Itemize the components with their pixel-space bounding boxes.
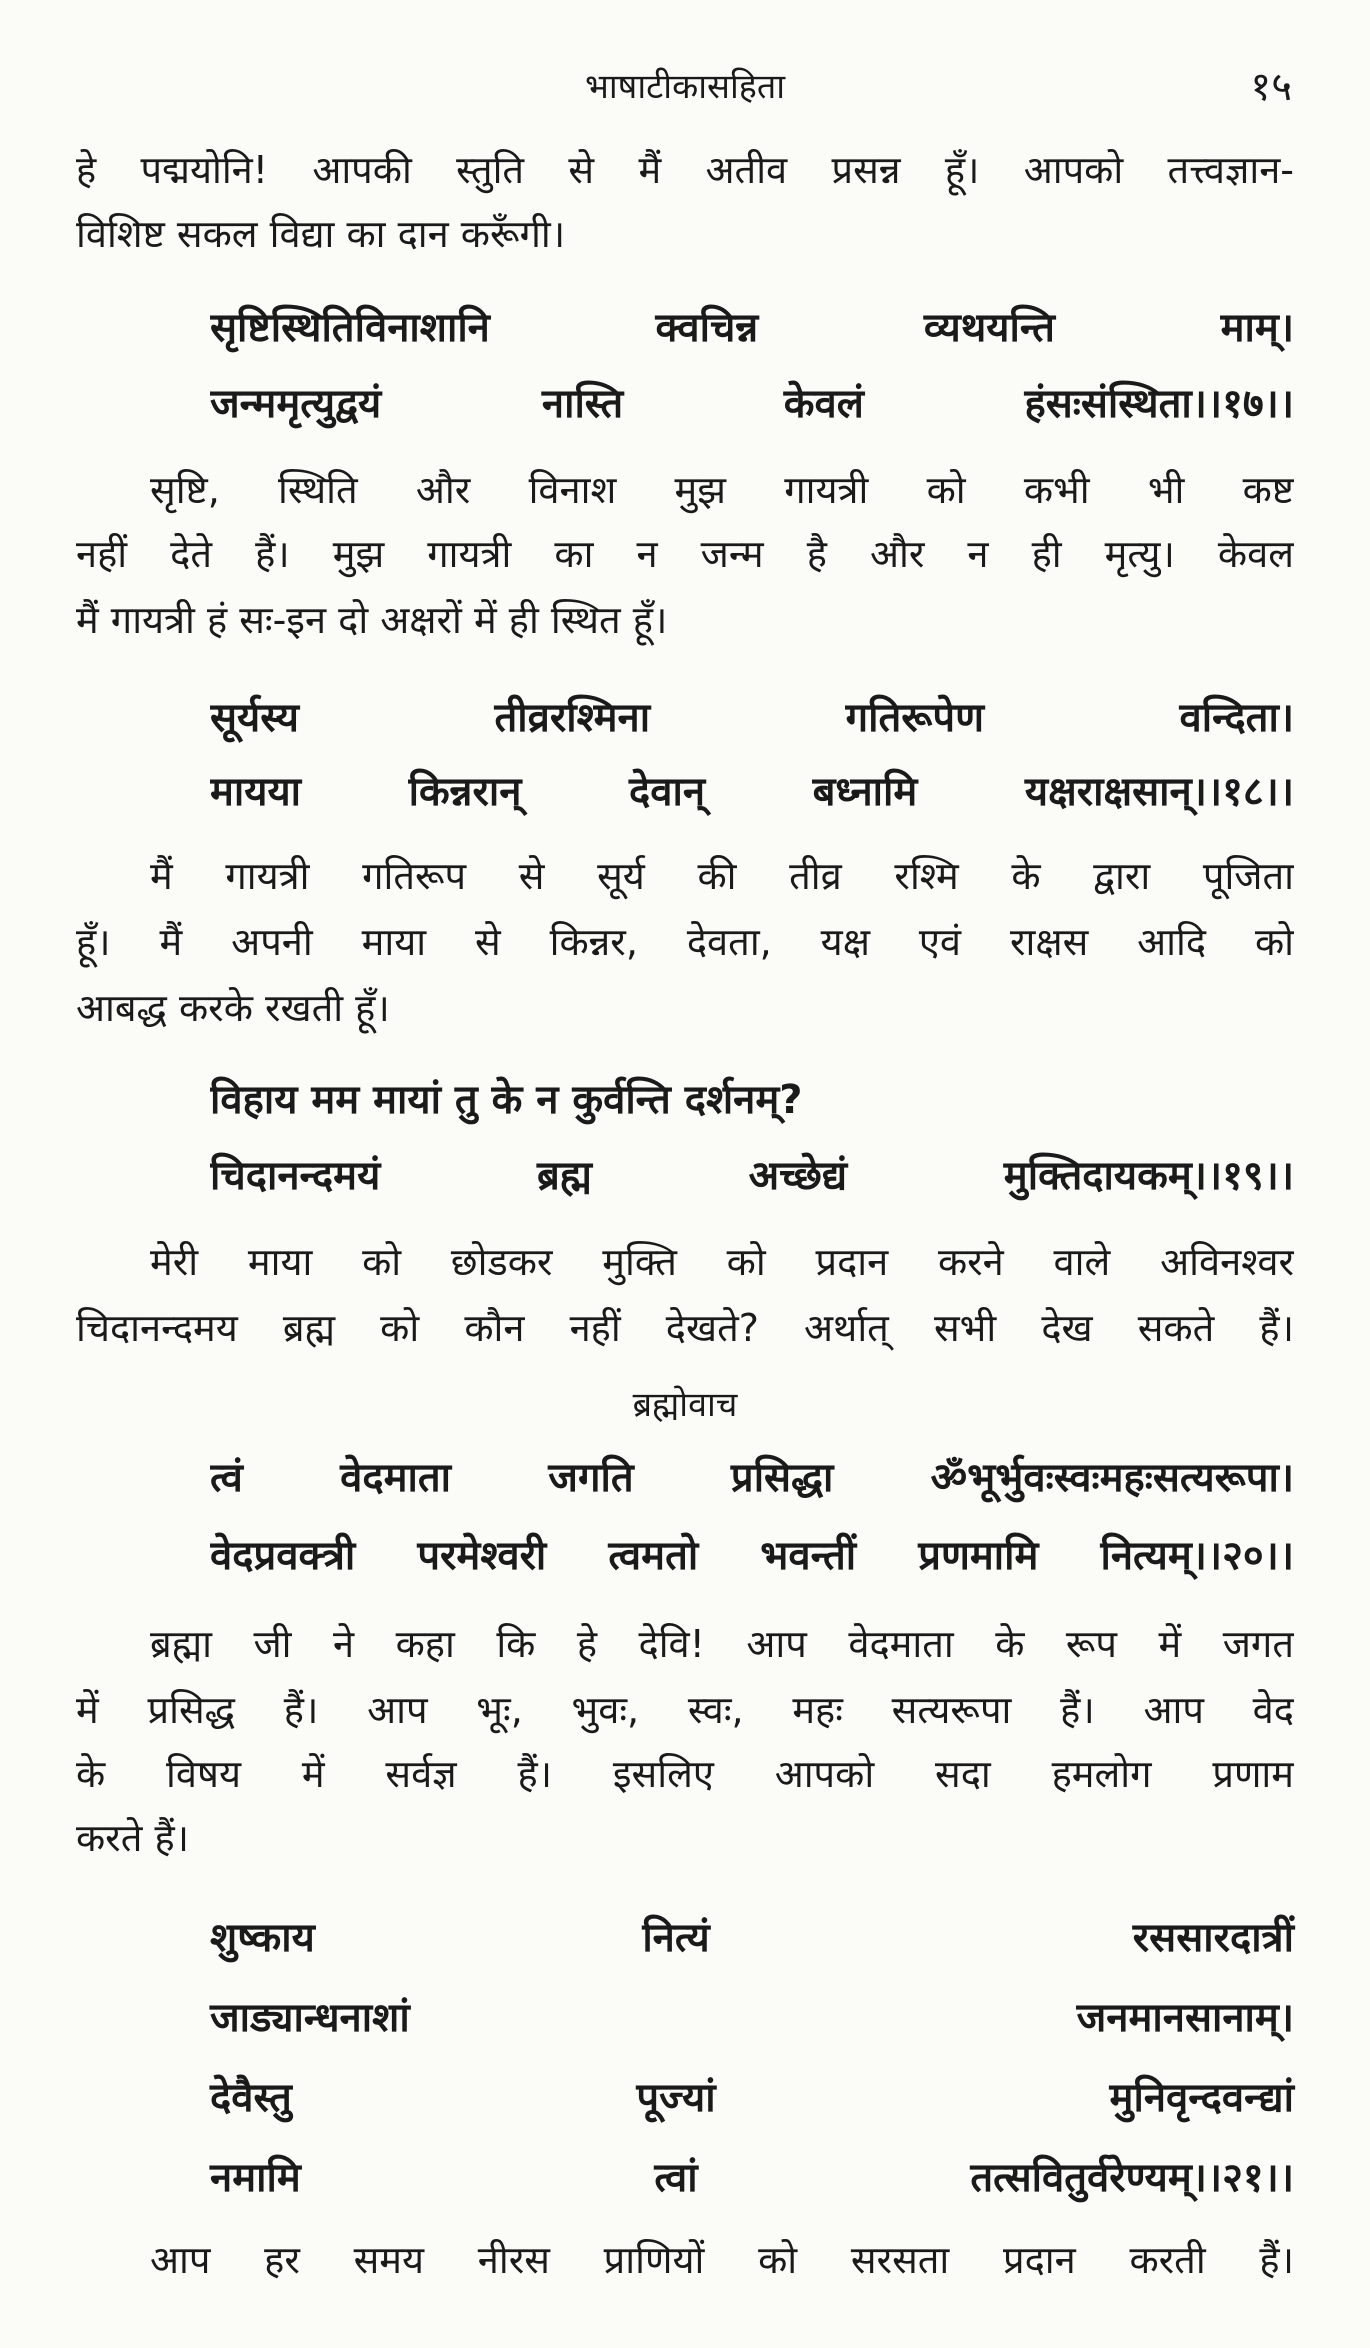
- verse-word: नित्यं: [642, 1915, 710, 1961]
- text-line: में प्रसिद्ध हैं। आप भूः, भुवः, स्वः, महः सत्यरूपा हैं। आप वेद: [76, 1688, 1294, 1732]
- verse-word: रससारदात्रीं: [1132, 1915, 1294, 1961]
- verse-word: पूज्यां: [636, 2075, 716, 2121]
- text-line: सृष्टि, स्थिति और विनाश मुझ गायत्री को कभी भी कष्ट: [150, 468, 1294, 512]
- speaker-heading: ब्रह्मोवाच: [632, 1385, 738, 1425]
- verse-line: वेदप्रवक्त्री परमेश्वरी त्वमतो भवन्तीं प्रणमामि नित्यम्।।२०।।: [210, 1533, 1294, 1579]
- verse-word: शुष्काय: [210, 1915, 315, 1961]
- verse-word: मुनिवृन्दवन्द्यां: [1109, 2075, 1294, 2121]
- verse-line: विहाय मम मायां तु के न कुर्वन्ति दर्शनम्?: [210, 1077, 803, 1123]
- text-line: आबद्ध करके रखती हूँ।: [76, 986, 390, 1030]
- verse-word: देवैस्तु: [210, 2075, 292, 2121]
- verse-line: सृष्टिस्थितिविनाशानि क्वचिन्न व्यथयन्ति माम्।: [210, 305, 1294, 351]
- text-line: हे पद्मयोनि! आपकी स्तुति से मैं अतीव प्रसन्न हूँ। आपको तत्त्वज्ञान-: [76, 148, 1294, 192]
- verse-line: मायया किन्नरान् देवान् बध्नामि यक्षराक्षसान्।।१८।।: [210, 769, 1294, 815]
- verse-word: तत्सवितुर्वरेण्यम्।।२१।।: [970, 2155, 1294, 2201]
- verse-line: सूर्यस्य तीव्ररश्मिना गतिरूपेण वन्दिता।: [210, 695, 1294, 741]
- text-line: मैं गायत्री गतिरूप से सूर्य की तीव्र रश्मि के द्वारा पूजिता: [150, 854, 1294, 898]
- text-line: चिदानन्दमय ब्रह्म को कौन नहीं देखते? अर्थात् सभी देख सकते हैं।: [76, 1306, 1294, 1350]
- verse-word: त्वां: [654, 2155, 698, 2201]
- verse-word: नमामि: [210, 2155, 301, 2201]
- page-number: १५: [1250, 64, 1292, 110]
- text-line: मैं गायत्री हं सः-इन दो अक्षरों में ही स्थित हूँ।: [76, 598, 668, 642]
- text-line: नहीं देते हैं। मुझ गायत्री का न जन्म है और न ही मृत्यु। केवल: [76, 532, 1294, 576]
- text-line: के विषय में सर्वज्ञ हैं। इसलिए आपको सदा हमलोग प्रणाम: [76, 1752, 1294, 1796]
- verse-word: जाड्यान्धनाशां: [210, 1995, 410, 2041]
- verse-word: जनमानसानाम्।: [1076, 1995, 1294, 2041]
- text-line: ब्रह्मा जी ने कहा कि हे देवि! आप वेदमाता के रूप में जगत: [150, 1622, 1294, 1666]
- text-line: मेरी माया को छोडकर मुक्ति को प्रदान करने वाले अविनश्वर: [150, 1240, 1294, 1284]
- text-line: हूँ। मैं अपनी माया से किन्नर, देवता, यक्ष एवं राक्षस आदि को: [76, 920, 1294, 964]
- verse-line: चिदानन्दमयं ब्रह्म अच्छेद्यं मुक्तिदायकम्।।१९।।: [210, 1153, 1294, 1199]
- running-title: भाषाटीकासहिता: [584, 67, 786, 107]
- text-line: आप हर समय नीरस प्राणियों को सरसता प्रदान करती हैं।: [150, 2238, 1294, 2282]
- verse-line: त्वं वेदमाता जगति प्रसिद्धा ॐभूर्भुवःस्वःमहःसत्यरूपा।: [210, 1455, 1294, 1501]
- text-line: करते हैं।: [76, 1816, 190, 1860]
- page-header: [0, 62, 1370, 112]
- verse-line: जन्ममृत्युद्वयं नास्ति केवलं हंसःसंस्थिता।।१७।।: [210, 381, 1294, 427]
- text-line: विशिष्ट सकल विद्या का दान करूँगी।: [76, 212, 566, 256]
